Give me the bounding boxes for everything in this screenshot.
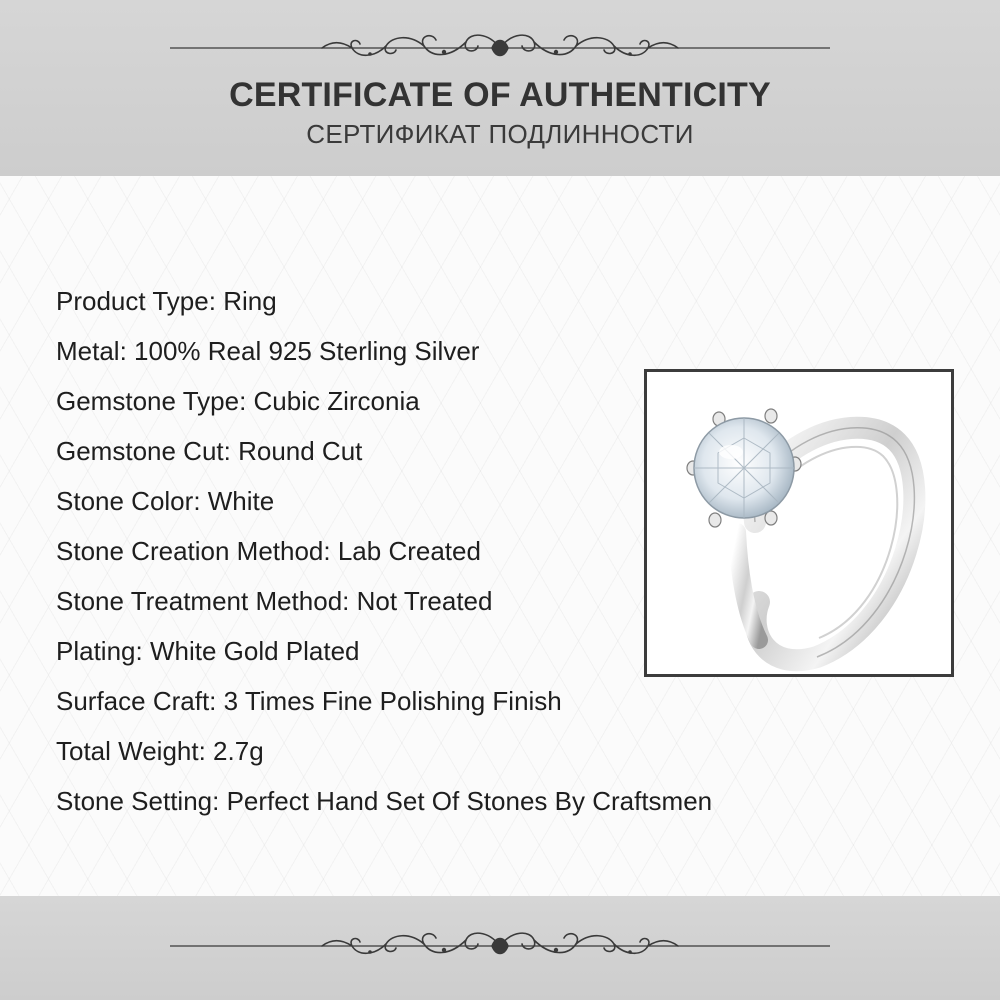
spec-row-metal: Metal: 100% Real 925 Sterling Silver: [56, 336, 480, 366]
spec-value: 3 Times Fine Polishing Finish: [223, 686, 562, 716]
scroll-flourish-icon: [170, 28, 830, 68]
spec-row-stone-color: Stone Color: White: [56, 486, 275, 516]
spec-label: Plating: [56, 636, 136, 666]
header-band: [0, 0, 1000, 176]
spec-row-stone-creation-method: Stone Creation Method: Lab Created: [56, 536, 481, 566]
spec-row-plating: Plating: White Gold Plated: [56, 636, 360, 666]
spec-label: Surface Craft: [56, 686, 210, 716]
spec-row-stone-setting: Stone Setting: Perfect Hand Set Of Stones By Craftsmen: [56, 786, 713, 816]
spec-label: Metal: [56, 336, 120, 366]
spec-value: White: [207, 486, 275, 516]
spec-value: Cubic Zirconia: [253, 386, 420, 416]
spec-row-surface-craft: Surface Craft: 3 Times Fine Polishing Finish: [56, 686, 562, 716]
spec-label: Stone Color: [56, 486, 194, 516]
spec-value: 100% Real 925 Sterling Silver: [134, 336, 480, 366]
certificate-title-russian: СЕРТИФИКАТ ПОДЛИННОСТИ: [306, 119, 694, 149]
spec-value: 2.7g: [213, 736, 264, 766]
spec-label: Gemstone Cut: [56, 436, 224, 466]
spec-value: White Gold Plated: [149, 636, 360, 666]
spec-list: [56, 283, 712, 833]
spec-row-product-type: Product Type: Ring: [56, 286, 277, 316]
spec-label: Total Weight: [56, 736, 199, 766]
spec-value: Perfect Hand Set Of Stones By Craftsmen: [226, 786, 713, 816]
scroll-flourish-icon: [170, 926, 830, 966]
spec-label: Stone Creation Method: [56, 536, 324, 566]
spec-row-total-weight: Total Weight: 2.7g: [56, 736, 264, 766]
spec-row-stone-treatment-method: Stone Treatment Method: Not Treated: [56, 586, 493, 616]
spec-label: Stone Setting: [56, 786, 213, 816]
solitaire-ring-image: [647, 372, 951, 674]
spec-label: Stone Treatment Method: [56, 586, 343, 616]
spec-row-gemstone-type: Gemstone Type: Cubic Zirconia: [56, 386, 420, 416]
spec-row-gemstone-cut: Gemstone Cut: Round Cut: [56, 436, 363, 466]
certificate-title: CERTIFICATE OF AUTHENTICITY: [229, 76, 771, 114]
product-photo-frame: [644, 369, 954, 677]
spec-value: Round Cut: [238, 436, 363, 466]
spec-label: Product Type: [56, 286, 209, 316]
spec-value: Ring: [223, 286, 277, 316]
footer-band: [0, 896, 1000, 1000]
spec-value: Not Treated: [356, 586, 493, 616]
spec-value: Lab Created: [337, 536, 481, 566]
spec-label: Gemstone Type: [56, 386, 240, 416]
